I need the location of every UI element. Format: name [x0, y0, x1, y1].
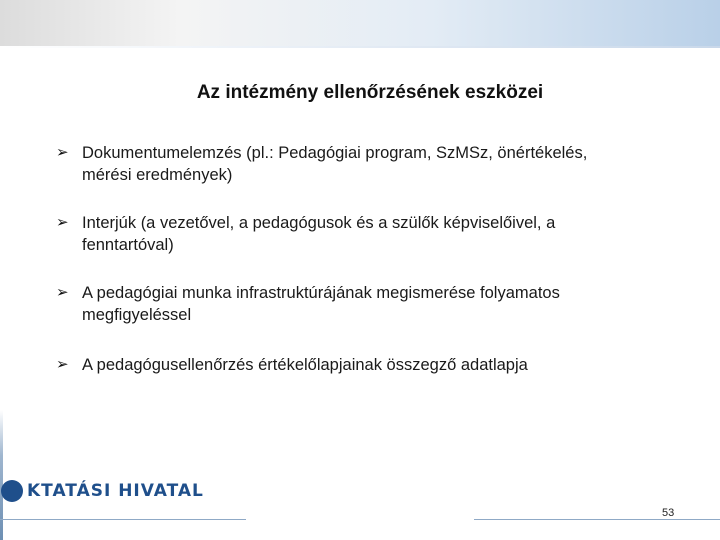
bullet-list — [56, 142, 656, 376]
arrow-bullet-icon: ➢ — [56, 356, 69, 373]
bullet-line: megfigyeléssel — [82, 306, 192, 324]
logo-text: KTATÁSI HIVATAL — [27, 481, 204, 501]
slide-title: Az intézmény ellenőrzésének eszközei — [196, 82, 544, 103]
footer-divider-right — [474, 519, 720, 520]
footer-divider-left — [0, 519, 246, 520]
bullet-line: Dokumentumelemzés (pl.: Pedagógiai program, SzMSz, önértékelés, — [82, 144, 588, 162]
bullet-line: A pedagógusellenőrzés értékelőlapjainak összegző adatlapja — [82, 356, 528, 374]
arrow-bullet-icon: ➢ — [56, 214, 69, 231]
left-accent-rule — [0, 410, 3, 540]
bullet-line: Interjúk (a vezetővel, a pedagógusok és a szülők képviselőivel, a — [82, 214, 556, 232]
header-banner — [0, 0, 720, 48]
bullet-line: mérési eredmények) — [82, 166, 233, 184]
logo-circle-icon — [1, 480, 23, 502]
bullet-item — [56, 142, 656, 186]
oktatasi-hivatal-logo — [0, 478, 204, 504]
bullet-line: fenntartóval) — [82, 236, 174, 254]
page-number: 53 — [662, 507, 675, 519]
arrow-bullet-icon: ➢ — [56, 284, 69, 301]
bullet-item — [56, 282, 656, 326]
bullet-item — [56, 212, 656, 256]
arrow-bullet-icon: ➢ — [56, 144, 69, 161]
bullet-item — [56, 354, 656, 376]
bullet-line: A pedagógiai munka infrastruktúrájának megismerése folyamatos — [82, 284, 560, 302]
